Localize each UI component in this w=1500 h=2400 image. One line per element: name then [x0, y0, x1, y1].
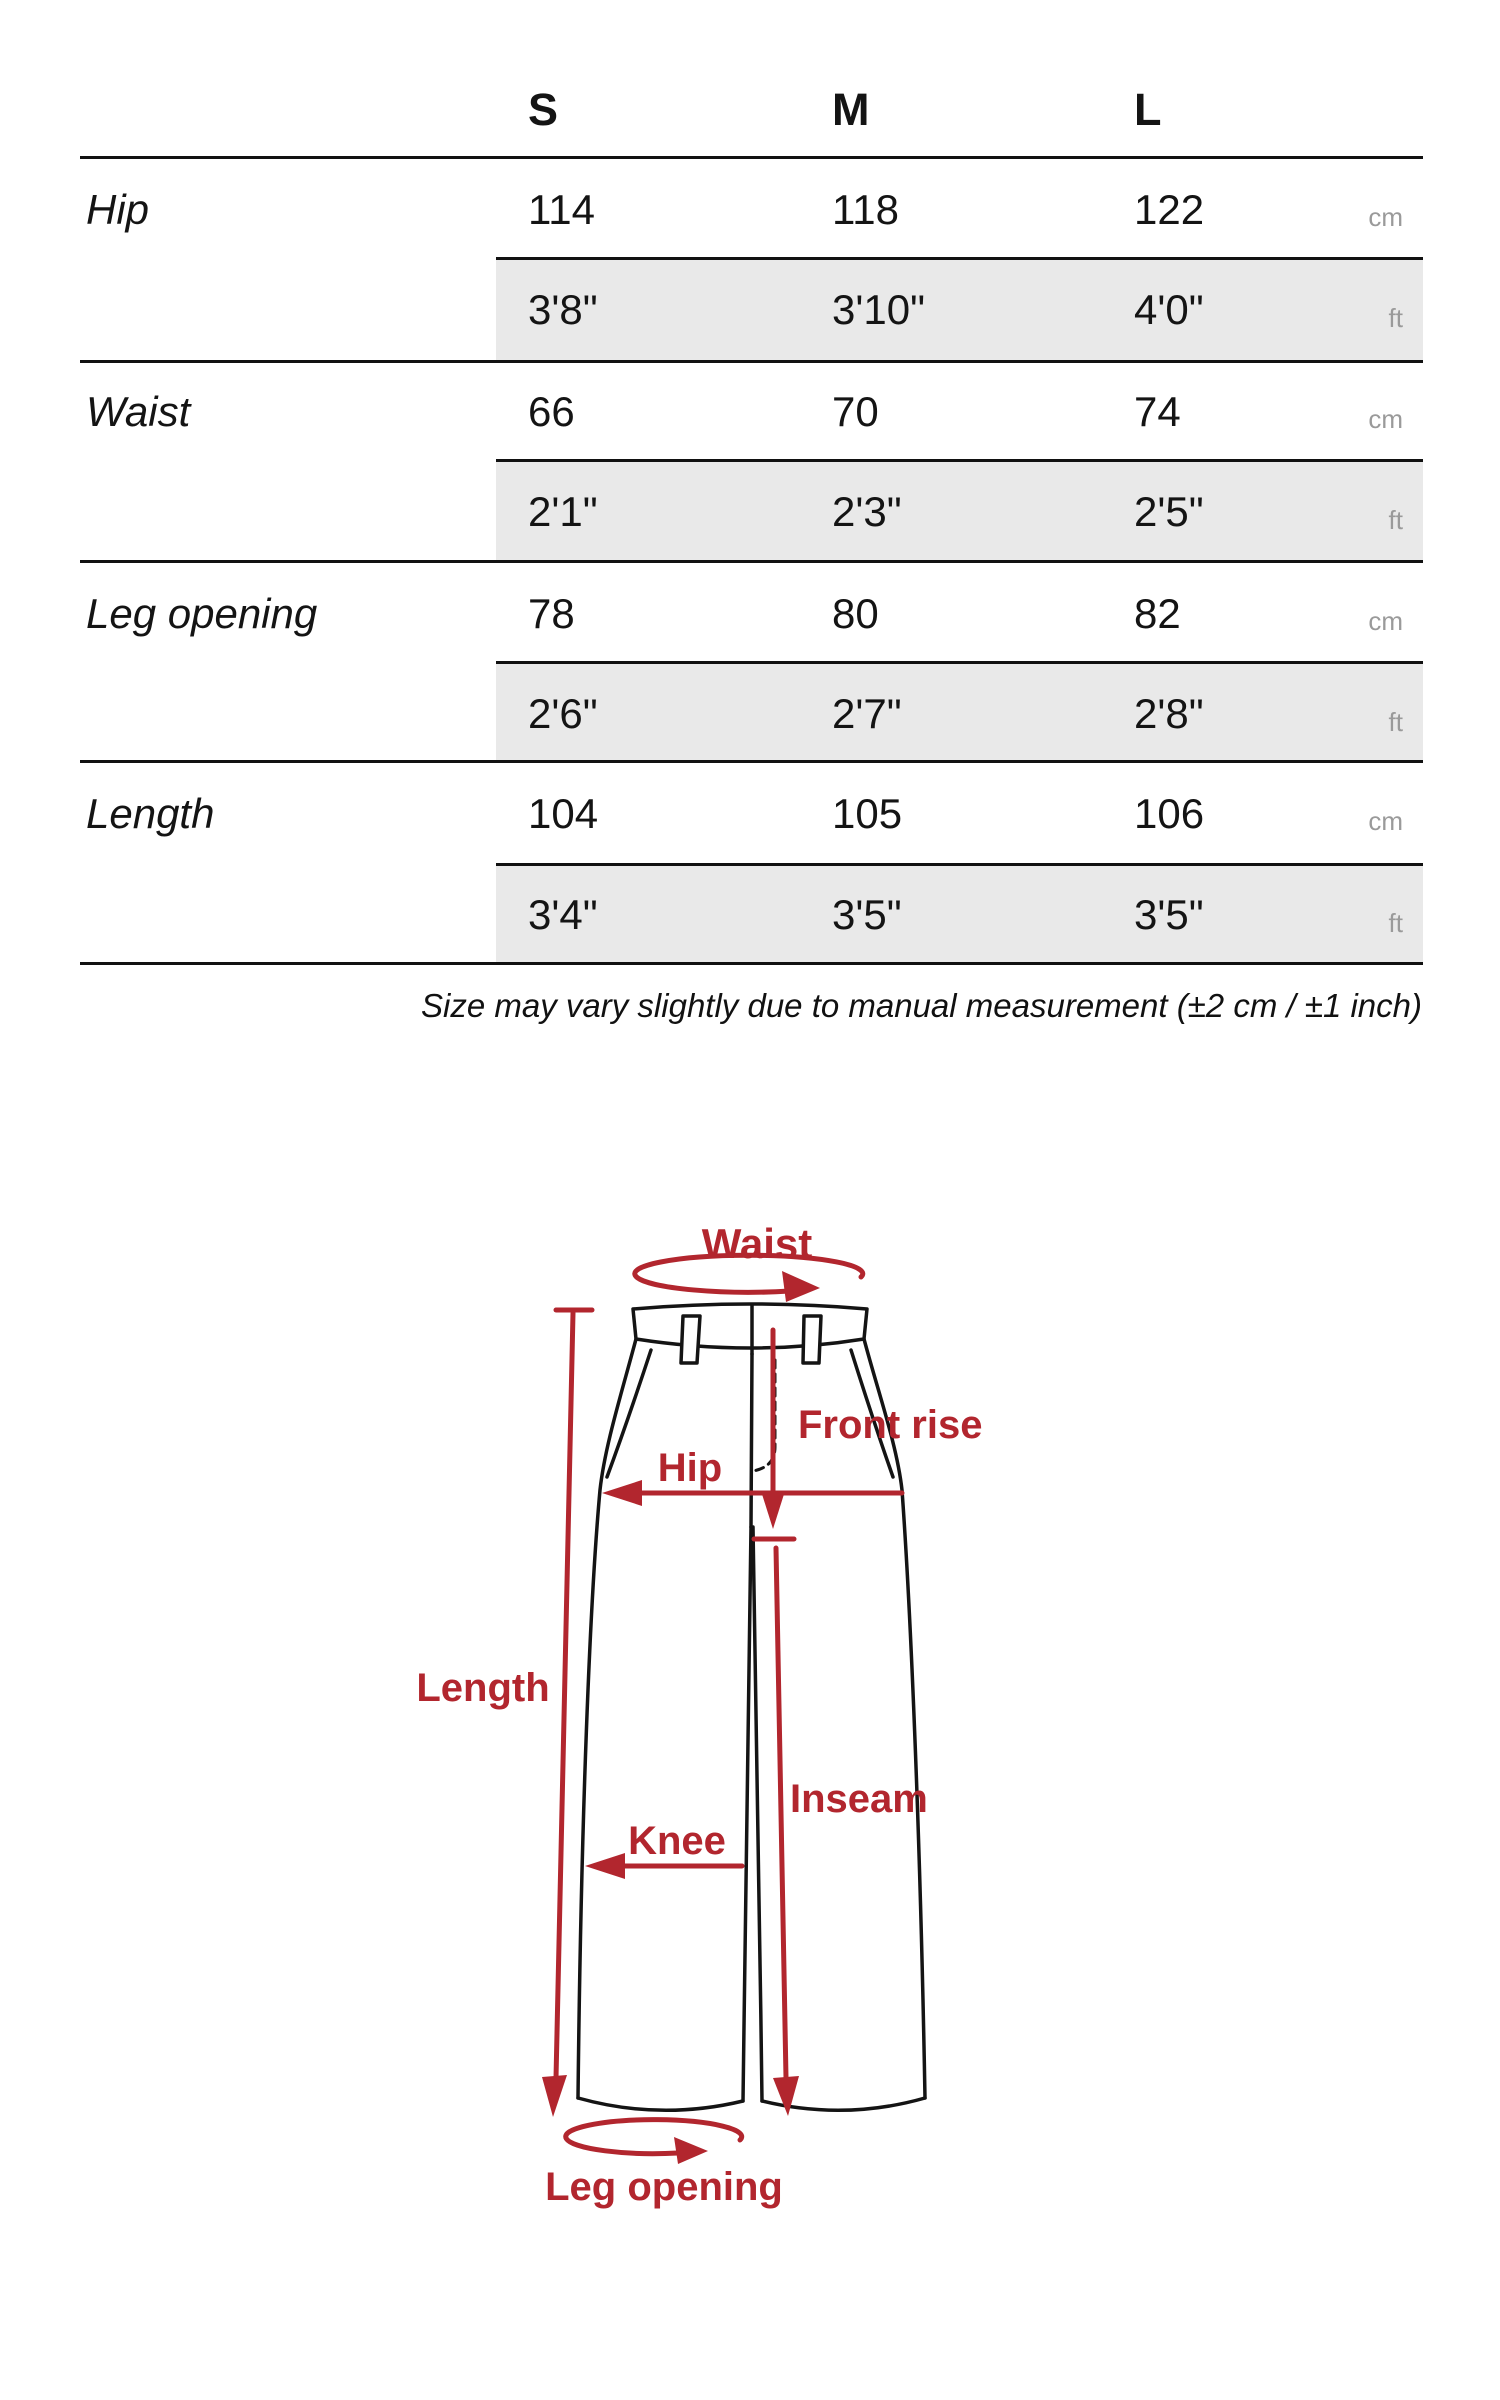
waistband [633, 1304, 867, 1348]
knee-arrowhead [585, 1853, 625, 1879]
unit-label-ft: ft [1388, 303, 1403, 333]
value-cell: 2'3" [832, 488, 902, 535]
value-cell: 3'5" [832, 891, 902, 938]
leg-opening-label: Leg opening [545, 2165, 783, 2209]
inseam-right-leg [753, 1527, 762, 2101]
value-cell: 82 [1134, 590, 1181, 637]
value-cell: 105 [832, 790, 903, 837]
hip-label: Hip [657, 1446, 723, 1490]
knee-label: Knee [628, 1819, 726, 1863]
value-cell: 80 [832, 590, 879, 637]
column-header-l: L [1134, 84, 1162, 135]
length-measure-line [556, 1313, 573, 2078]
value-cell: 2'1" [528, 488, 598, 535]
value-cell: 66 [528, 388, 575, 435]
measurement-note: Size may vary slightly due to manual measurement (±2 cm / ±1 inch) [421, 987, 1422, 1024]
belt-loop-right [803, 1316, 821, 1363]
waist-arrowhead [782, 1271, 820, 1302]
row-label: Waist [86, 388, 191, 435]
row-label: Hip [86, 186, 150, 233]
value-cell: 3'10" [832, 286, 926, 333]
value-cell: 2'6" [528, 690, 598, 737]
center-crease [751, 1354, 752, 1527]
column-header-s: S [528, 84, 559, 135]
value-cell: 74 [1134, 388, 1181, 435]
hem-left [578, 2098, 743, 2110]
length-label: Length [416, 1666, 550, 1710]
value-cell: 4'0" [1134, 286, 1204, 333]
belt-loop-left [681, 1316, 700, 1363]
unit-label-ft: ft [1388, 707, 1403, 737]
inseam-label: Inseam [790, 1777, 928, 1821]
value-cell: 3'4" [528, 891, 598, 938]
hip-arrowhead [602, 1480, 642, 1506]
measure-annotations [556, 1255, 902, 2153]
unit-label-ft: ft [1388, 505, 1403, 535]
leg-opening-arrowhead [674, 2137, 708, 2164]
front-rise-arrowhead [761, 1491, 785, 1529]
value-cell: 114 [528, 186, 595, 233]
row-label: Leg opening [86, 590, 318, 637]
value-cell: 78 [528, 590, 575, 637]
outseam-left [578, 1339, 636, 2098]
front-rise-label: Front rise [798, 1403, 983, 1447]
unit-label-cm: cm [1368, 806, 1403, 836]
value-cell: 104 [528, 790, 599, 837]
value-cell: 70 [832, 388, 879, 435]
row-label: Length [86, 790, 215, 837]
length-arrowhead [542, 2075, 567, 2117]
waist-label: Waist [701, 1220, 813, 1267]
unit-label-cm: cm [1368, 202, 1403, 232]
value-cell: 106 [1134, 790, 1205, 837]
value-cell: 3'5" [1134, 891, 1204, 938]
value-cell: 122 [1134, 186, 1205, 233]
leg-opening-measure-arrow [566, 2120, 742, 2154]
outseam-right [864, 1339, 925, 2098]
value-cell: 3'8" [528, 286, 598, 333]
inseam-measure-line [776, 1548, 786, 2078]
inseam-left-leg [743, 1527, 751, 2101]
column-header-m: M [832, 84, 870, 135]
unit-label-cm: cm [1368, 606, 1403, 636]
value-cell: 2'8" [1134, 690, 1204, 737]
value-cell: 2'7" [832, 690, 902, 737]
unit-label-ft: ft [1388, 908, 1403, 938]
inseam-arrowhead [773, 2076, 799, 2116]
unit-label-cm: cm [1368, 404, 1403, 434]
value-cell: 2'5" [1134, 488, 1204, 535]
value-cell: 118 [832, 186, 899, 233]
